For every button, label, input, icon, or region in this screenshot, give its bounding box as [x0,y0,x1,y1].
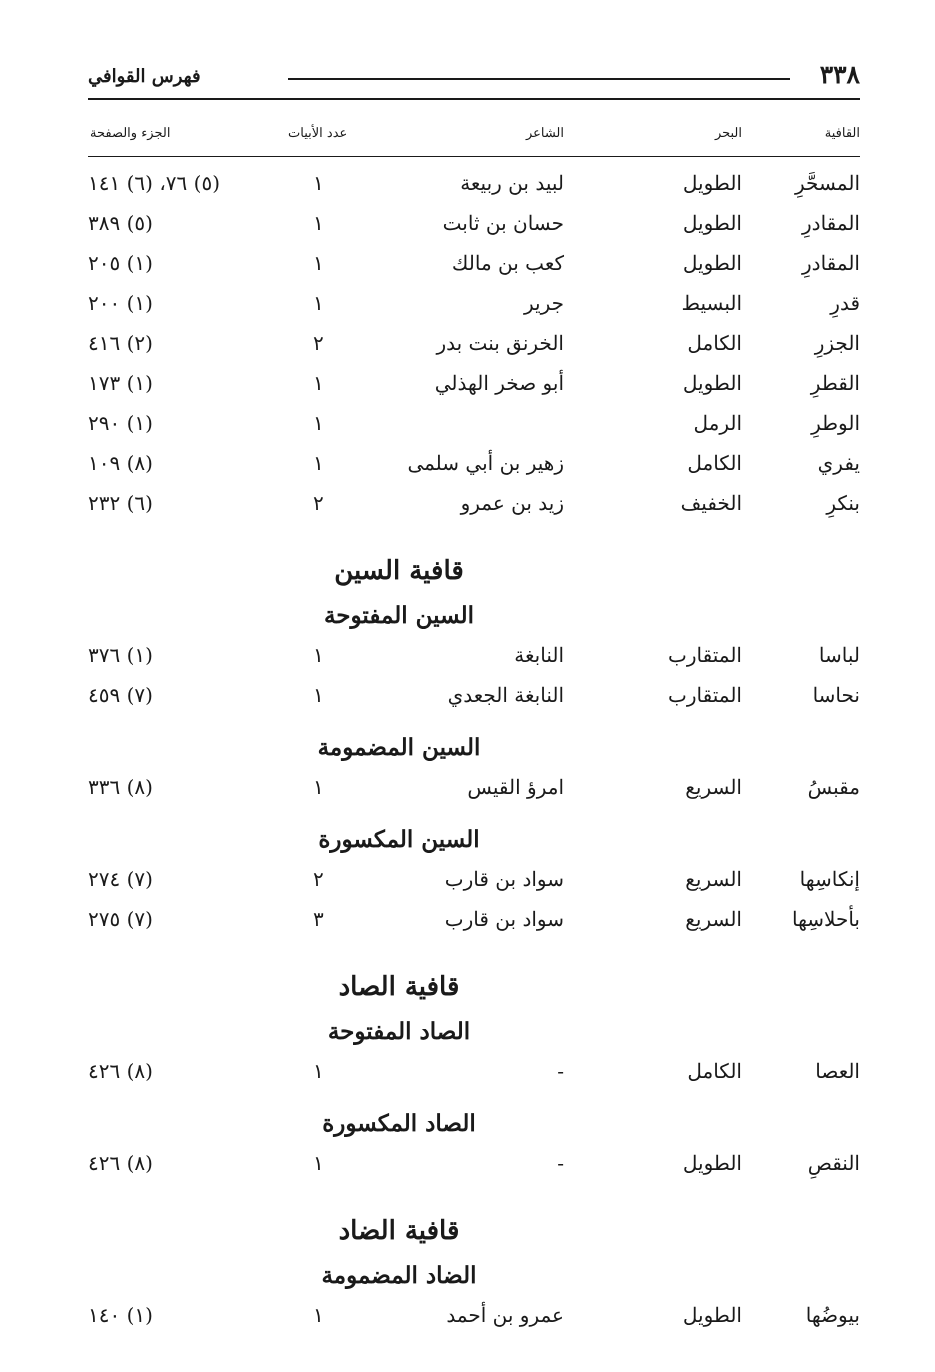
rhyme-cell: الجزرِ [814,331,860,355]
volume-page-cell: (٧) ٢٧٥ [88,907,153,931]
rhyme-cell: نحاسا [812,683,860,707]
volume-page-cell: (١) ١٧٣ [88,371,153,395]
volume-page-cell: (١) ١٤٠ [88,1303,153,1327]
verse-count-cell: ٢ [313,867,324,891]
poet-cell: النابغة الجعدي [447,683,564,707]
meter-cell: الخفيف [680,491,742,515]
verse-count-cell: ١ [313,211,324,235]
rhyme-cell: بأحلاسِها [791,907,860,931]
volume-page-cell: (٥) ٧٦، (٦) ١٤١ [88,171,220,195]
verse-count-cell: ٣ [313,907,324,931]
section-heading: قافية السين [334,556,464,586]
rhyme-cell: إنكاسِها [799,867,860,891]
meter-cell: البسيط [681,291,742,315]
volume-page-cell: (٥) ٣٨٩ [88,211,153,235]
meter-cell: السريع [685,867,742,891]
verse-count-cell: ٢ [313,491,324,515]
rhyme-cell: لباسا [818,643,860,667]
volume-page-cell: (٨) ١٠٩ [88,451,153,475]
col-header-rhyme: القافية [824,126,860,141]
rhyme-cell: الوطرِ [811,411,860,435]
subsection-heading: السين المفتوحة [323,602,475,629]
meter-cell: الطويل [682,251,742,275]
rhyme-cell: بيوضُها [805,1303,860,1327]
volume-page-cell: (٨) ٤٢٦ [88,1151,153,1175]
verse-count-cell: ١ [313,451,324,475]
table-row [88,365,860,405]
meter-cell: الطويل [682,1151,742,1175]
table-row [88,637,860,677]
verse-count-cell: ١ [313,171,324,195]
volume-page-cell: (١) ٣٧٦ [88,643,153,667]
col-header-ref: الجزء والصفحة [90,126,171,141]
table-row [88,445,860,485]
table-row [88,245,860,285]
poet-cell: أبو صخر الهذلي [434,371,564,395]
rhyme-cell: المسحَّرِ [795,171,860,195]
verse-count-cell: ١ [313,643,324,667]
rhyme-cell: المقادرِ [802,251,860,275]
index-entries [88,165,860,1337]
poet-cell: زيد بن عمرو [460,491,564,515]
meter-cell: الكامل [687,331,742,355]
subsection-heading: الصاد المكسورة [322,1110,476,1137]
volume-page-cell: (٢) ٤١٦ [88,331,153,355]
table-row [88,861,860,901]
meter-cell: الطويل [682,211,742,235]
verse-count-cell: ١ [313,371,324,395]
poet-cell: - [557,1151,564,1175]
table-row [88,485,860,525]
volume-page-cell: (٦) ٢٣٢ [88,491,153,515]
page-header [88,58,860,100]
poet-cell: عمرو بن أحمد [446,1303,564,1327]
meter-cell: الكامل [687,1059,742,1083]
verse-count-cell: ١ [313,1303,324,1327]
poet-cell: جرير [524,291,564,315]
poet-cell: حسان بن ثابت [442,211,564,235]
header-rule [288,78,790,80]
rhyme-cell: مقبسُ [807,775,860,799]
subsection-heading: الضاد المضمومة [321,1262,477,1289]
poet-cell: كعب بن مالك [451,251,564,275]
poet-cell: زهير بن أبي سلمى [407,451,564,475]
meter-cell: المتقارب [668,683,742,707]
verse-count-cell: ١ [313,683,324,707]
poet-cell: الخرنق بنت بدر [436,331,564,355]
meter-cell: السريع [685,907,742,931]
section-heading: قافية الضاد [338,1216,460,1246]
meter-cell: المتقارب [668,643,742,667]
column-headers [88,122,860,157]
volume-page-cell: (٨) ٤٢٦ [88,1059,153,1083]
table-row [88,1053,860,1093]
col-header-poet: الشاعر [525,126,564,141]
meter-cell: الرمل [693,411,742,435]
poet-cell: - [557,1059,564,1083]
poet-cell: النابغة [514,643,564,667]
table-row [88,205,860,245]
poet-cell: امرؤ القيس [467,775,564,799]
verse-count-cell: ١ [313,775,324,799]
meter-cell: الطويل [682,171,742,195]
subsection-heading: السين المكسورة [318,826,480,853]
rhyme-cell: العصا [815,1059,860,1083]
meter-cell: الكامل [687,451,742,475]
volume-page-cell: (١) ٢٠٠ [88,291,153,315]
volume-page-cell: (٧) ٤٥٩ [88,683,153,707]
section-heading: قافية الصاد [338,972,460,1002]
rhyme-cell: المقادرِ [802,211,860,235]
table-row [88,901,860,941]
verse-count-cell: ٢ [313,331,324,355]
table-row [88,165,860,205]
table-row [88,285,860,325]
running-title: فهرس القوافي [88,66,201,87]
volume-page-cell: (١) ٢٩٠ [88,411,153,435]
verse-count-cell: ١ [313,1059,324,1083]
table-row [88,677,860,717]
col-header-meter: البحر [714,126,742,141]
volume-page-cell: (٧) ٢٧٤ [88,867,153,891]
verse-count-cell: ١ [313,291,324,315]
meter-cell: الطويل [682,1303,742,1327]
verse-count-cell: ١ [313,251,324,275]
poet-cell: سواد بن قارب [444,867,564,891]
rhyme-cell: بنكرِ [826,491,860,515]
col-header-count: عدد الأبيات [288,126,348,141]
verse-count-cell: ١ [313,1151,324,1175]
volume-page-cell: (١) ٢٠٥ [88,251,153,275]
rhyme-cell: يفري [817,451,860,475]
meter-cell: الطويل [682,371,742,395]
table-row [88,1145,860,1185]
table-row [88,1297,860,1337]
poet-cell: لبيد بن ربيعة [460,171,564,195]
poet-cell: سواد بن قارب [444,907,564,931]
table-row [88,325,860,365]
meter-cell: السريع [685,775,742,799]
volume-page-cell: (٨) ٣٣٦ [88,775,153,799]
table-row [88,769,860,809]
subsection-heading: السين المضمومة [317,734,481,761]
subsection-heading: الصاد المفتوحة [327,1018,471,1045]
verse-count-cell: ١ [313,411,324,435]
rhyme-cell: النقصِ [807,1151,860,1175]
rhyme-cell: القطرِ [810,371,860,395]
page-number: ٣٣٨ [819,60,860,89]
rhyme-cell: قدرِ [830,291,860,315]
table-row [88,405,860,445]
